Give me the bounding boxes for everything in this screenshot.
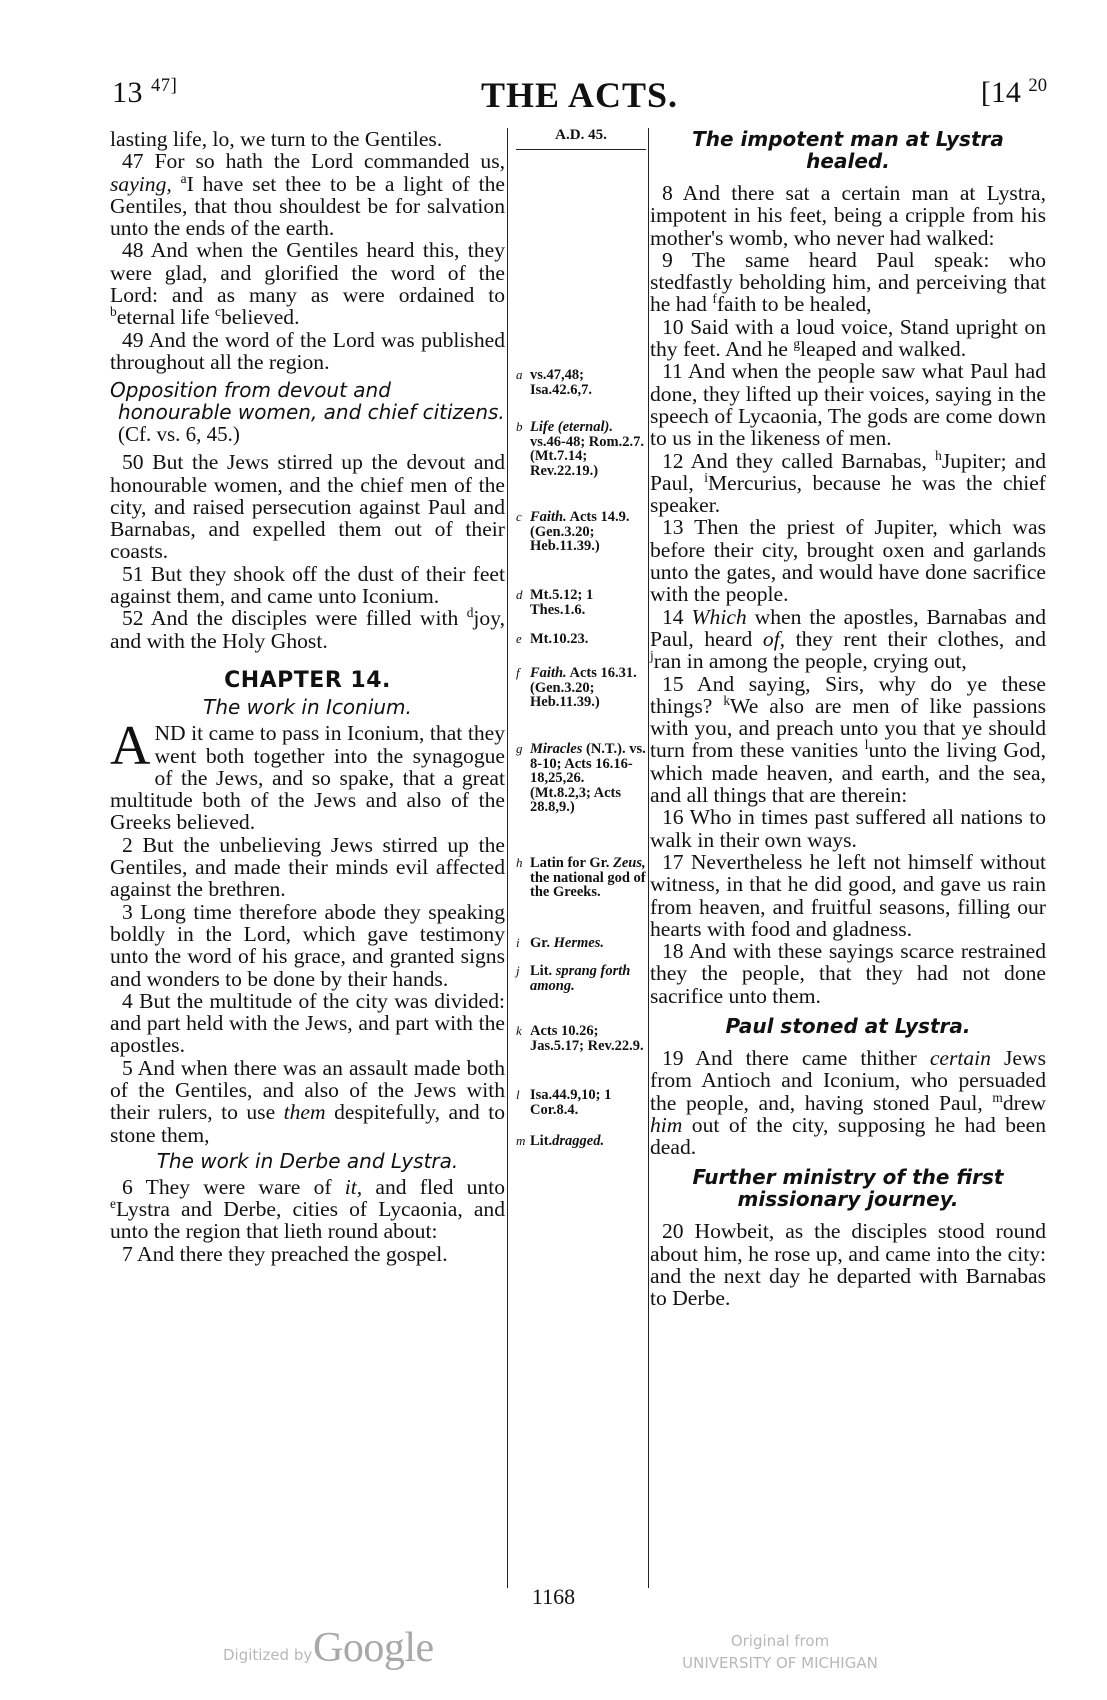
verse-14-16: 16 Who in times past suffered all nations to walk in their own ways. bbox=[650, 805, 1046, 852]
source-attribution bbox=[665, 1630, 895, 1674]
italic-word: certain bbox=[929, 1045, 991, 1070]
verse-13-48: 48 And when the Gentiles heard this, they were glad, and glorified the word of the Lord: and as many as were ordained to $^b$eternal life $^c$believed. bbox=[110, 238, 505, 330]
reference-note-m: m Lit.dragged. bbox=[516, 1133, 605, 1149]
reference-column bbox=[516, 127, 646, 1149]
verse-14-7: 7 And there they preached the gospel. bbox=[122, 1241, 448, 1266]
reference-note-f: f Faith. Acts 16.31. (Gen.3.20; Heb.11.39.) bbox=[516, 665, 637, 711]
header-right-chapter: [14 bbox=[980, 76, 1021, 109]
reference-mark: j bbox=[650, 648, 654, 664]
verse-14-15: 15 And saying, Sirs, why do ye these things? $^k$We also are men of like passions with you, and preach unto you that ye should turn from these vanities $^l$unto the living God, which made heaven, and earth, and the sea, and all things that are therein: bbox=[650, 671, 1046, 808]
verse-14-13: 13 Then the priest of Jupiter, which was before their city, brought oxen and garlands unto the gates, and would have done sacrifice with the people. bbox=[650, 515, 1046, 607]
book-title: THE ACTS. bbox=[480, 75, 679, 115]
header-right-verse: 20 bbox=[1028, 75, 1047, 96]
running-header bbox=[112, 68, 1047, 118]
verse-13-52: 52 And the disciples were filled with $^d$joy, and with the Holy Ghost. bbox=[110, 605, 505, 653]
verse-14-9: 9 The same heard Paul speak: who stedfastly beholding him, and perceiving that he had $^f$faith to be healed, bbox=[650, 247, 1046, 317]
reference-mark: d bbox=[466, 605, 474, 621]
section-heading-impotent-man: The impotent man at Lystra healed. bbox=[692, 127, 1004, 173]
reference-note-l: l Isa.44.9,10; 1 Cor.8.4. bbox=[516, 1087, 612, 1118]
verse-14-14: 14 Which when the apostles, Barnabas and Paul, heard of, they rent their clothes, and $^j$ran in among the people, crying out, bbox=[650, 604, 1046, 674]
reference-note-i: i Gr. Hermes. bbox=[516, 935, 604, 951]
reference-mark: g bbox=[793, 335, 801, 351]
verse-14-1: AND it came to pass in Iconium, that they went both together into the synagogue of the Jews, and so spake, that a great multitude both of the Jews and also of the Greeks believed. bbox=[110, 715, 505, 835]
reference-mark: c bbox=[215, 304, 221, 320]
section-heading-further-ministry: Further ministry of the first missionary journey. bbox=[692, 1165, 1004, 1212]
page-number: 1168 bbox=[531, 1584, 576, 1609]
reference-note-h: h Latin for Gr. Zeus, the national god of the Greeks. bbox=[516, 855, 646, 901]
column-divider-right bbox=[648, 128, 649, 1588]
reference-note-d: d Mt.5.12; 1 Thes.1.6. bbox=[516, 587, 594, 618]
verse-14-11: 11 And when the people saw what Paul had done, they lifted up their voices, saying in the speech of Lycaonia, The gods are come down to us in the likeness of men. bbox=[650, 359, 1046, 451]
italic-word: them bbox=[283, 1100, 326, 1125]
reference-note-g: g Miracles (N.T.). vs. 8-10; Acts 16.16-18,25,26. (Mt.8.2,3; Acts 28.8,9.) bbox=[516, 741, 646, 816]
section-heading-paul-stoned: Paul stoned at Lystra. bbox=[725, 1013, 971, 1038]
verse-14-3: 3 Long time therefore abode they speaking boldly in the Lord, which gave testimony unto the word of his grace, and granted signs and wonders to be done by their hands. bbox=[110, 899, 505, 991]
verse-14-8: 8 And there sat a certain man at Lystra, impotent in his feet, being a cripple from his mother's womb, who never had walked: bbox=[650, 181, 1046, 250]
verse-14-20: 20 Howbeit, as the disciples stood round about him, he rose up, and came into the city: and the next day he departed with Barnabas to Derbe. bbox=[650, 1219, 1046, 1311]
reference-note-e: e Mt.10.23. bbox=[516, 631, 589, 647]
italic-word: him bbox=[650, 1112, 683, 1137]
header-left-verse: 47] bbox=[151, 75, 178, 96]
reference-mark: a bbox=[180, 170, 187, 186]
verse-14-2: 2 But the unbelieving Jews stirred up the Gentiles, and made their minds evil affected against the brethren. bbox=[110, 832, 505, 902]
chapter-heading: CHAPTER 14. bbox=[224, 667, 391, 693]
verse-14-17: 17 Nevertheless he left not himself without witness, in that he did good, and gave us rain from heaven, and fruitful seasons, filling our hearts with food and gladness. bbox=[650, 849, 1046, 941]
reference-note-c: c Faith. Acts 14.9. (Gen.3.20; Heb.11.39.) bbox=[516, 509, 630, 555]
date-marker: A.D. 45. bbox=[516, 128, 646, 150]
reference-note-j: j Lit. sprang forth among. bbox=[516, 963, 631, 994]
heading-cross-reference: (Cf. vs. 6, 45.) bbox=[118, 422, 240, 447]
italic-word: Which bbox=[691, 604, 747, 629]
section-heading-opposition: Opposition from devout and honourable women, and chief citizens. (Cf. vs. 6, 45.) bbox=[110, 378, 505, 447]
verse-14-6: 6 They were ware of it, and fled unto $^e$Lystra and Derbe, cities of Lycaonia, and unto the region that lieth round about: bbox=[110, 1174, 505, 1244]
drop-cap: A bbox=[110, 715, 151, 778]
university-label: UNIVERSITY OF MICHIGAN bbox=[682, 1654, 878, 1672]
reference-mark: b bbox=[110, 304, 117, 320]
reference-mark: i bbox=[704, 469, 708, 485]
verse-13-50: 50 But the Jews stirred up the devout and honourable women, and the chief men of the city, and raised persecution against Paul and Barnabas, and expelled them out of their coasts. bbox=[110, 450, 505, 564]
reference-mark: h bbox=[935, 447, 942, 463]
verse-13-51: 51 But they shook off the dust of their feet against them, and came unto Iconium. bbox=[110, 561, 505, 609]
reference-mark: l bbox=[864, 737, 869, 753]
italic-word: it, bbox=[344, 1174, 363, 1199]
italic-word: saying, bbox=[110, 171, 181, 196]
reference-note-a: a vs.47,48; Isa.42.6,7. bbox=[516, 367, 593, 398]
original-from-label: Original from bbox=[730, 1632, 830, 1650]
header-left-chapter: 13 bbox=[112, 76, 143, 109]
left-text-column bbox=[110, 128, 505, 1265]
reference-mark: f bbox=[712, 291, 717, 307]
digitized-by-label: Digitized by bbox=[223, 1646, 313, 1664]
verse-14-19: 19 And there came thither certain Jews from Antioch and Iconium, who persuaded the people, and, having stoned Paul, $^m$drew him out of the city, supposing he had been dead. bbox=[650, 1045, 1046, 1160]
right-text-column bbox=[650, 128, 1046, 1310]
reference-mark: m bbox=[992, 1089, 1003, 1105]
verse-13-47: 47 For so hath the Lord commanded us, saying, $^a$I have set thee to be a light of the Gentiles, that thou shouldest be for salvation unto the ends of the earth. bbox=[110, 149, 505, 241]
italic-word: of, bbox=[762, 626, 786, 651]
section-heading-iconium: The work in Iconium. bbox=[203, 695, 412, 720]
verse-14-10: 10 Said with a loud voice, Stand upright on thy feet. And he $^g$leaped and walked. bbox=[650, 314, 1046, 362]
reference-note-b: b Life (eternal). vs.46-48; Rom.2.7. (Mt.7.14; Rev.22.19.) bbox=[516, 419, 644, 479]
section-heading-derbe: The work in Derbe and Lystra. bbox=[156, 1148, 459, 1173]
verse-14-4: 4 But the multitude of the city was divided: and part held with the Jews, and part with the apostles. bbox=[110, 988, 505, 1058]
verse-13-49: 49 And the word of the Lord was published throughout all the region. bbox=[110, 327, 505, 374]
verse-14-18: 18 And with these sayings scarce restrained they the people, that they had not done sacrifice unto them. bbox=[650, 939, 1046, 1008]
verse-14-12: 12 And they called Barnabas, $^h$Jupiter; and Paul, $^i$Mercurius, because he was the chief speaker. bbox=[650, 447, 1047, 518]
reference-note-k: k Acts 10.26; Jas.5.17; Rev.22.9. bbox=[516, 1023, 644, 1054]
verse-14-5: 5 And when there was an assault made both of the Gentiles, and also of the Jews with their rulers, to use them despitefully, and to stone them, bbox=[110, 1055, 505, 1147]
reference-mark: e bbox=[110, 1195, 116, 1211]
header-right-reference bbox=[981, 76, 1047, 110]
column-divider-left bbox=[507, 128, 508, 1588]
google-logo: Google bbox=[313, 1625, 434, 1671]
verse-continuation: lasting life, lo, we turn to the Gentiles. bbox=[110, 127, 443, 151]
reference-mark: k bbox=[723, 692, 731, 708]
